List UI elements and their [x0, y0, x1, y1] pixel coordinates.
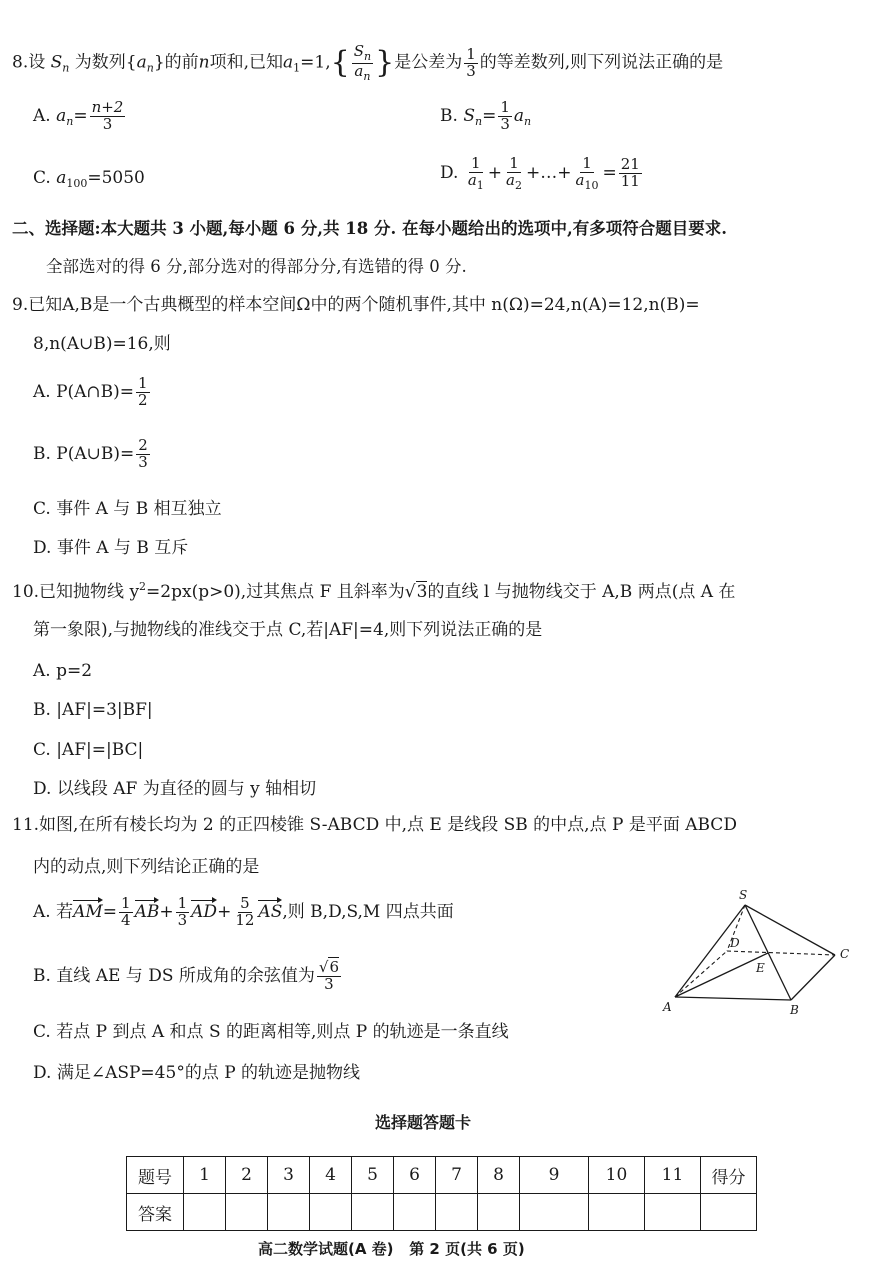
segment-ae [675, 953, 768, 997]
q9-stem-line1: 9.已知A,B是一个古典概型的样本空间Ω中的两个随机事件,其中 n(Ω)=24,n(A)=12,n(B)= [12, 295, 700, 315]
q9-option-c: C. 事件 A 与 B 相互独立 [33, 499, 222, 519]
question-number-cell: 1 [184, 1157, 226, 1194]
q11-option-b: B. 直线 AE 与 DS 所成角的余弦值为 $\frac{√6}{3}$ [33, 958, 339, 993]
q10-option-a: A. p=2 [33, 661, 93, 681]
q8-fraction-sn-an: $\frac{S_n}{a_n}$ [353, 42, 372, 83]
answer-cell[interactable] [478, 1194, 520, 1231]
edge-ad [675, 951, 727, 997]
q10-option-c: C. |AF|=|BC| [33, 740, 144, 760]
q10-option-d: D. 以线段 AF 为直径的圆与 y 轴相切 [33, 779, 317, 799]
question-number-cell: 8 [478, 1157, 520, 1194]
question-number-cell: 4 [310, 1157, 352, 1194]
label-a: A [663, 1000, 672, 1014]
label-b: B [790, 1003, 799, 1017]
q10-stem-line1: 10.已知抛物线 $y^2=2px(p>0)$,过其焦点 F 且斜率为√3的直线 l 与抛物线交于 A,B 两点(点 A 在 [12, 580, 736, 602]
answer-cell[interactable] [268, 1194, 310, 1231]
answer-cell[interactable] [184, 1194, 226, 1231]
q11-option-d: D. 满足∠ASP=45°的点 P 的轨迹是抛物线 [33, 1063, 361, 1083]
answer-cell[interactable] [520, 1194, 589, 1231]
answer-cell[interactable] [589, 1194, 645, 1231]
question-number-cell: 7 [436, 1157, 478, 1194]
label-d: D [730, 936, 740, 950]
edge-dc [727, 951, 835, 955]
pyramid-figure [655, 885, 855, 1020]
q10-option-b: B. |AF|=3|BF| [33, 700, 153, 720]
section2-instructions-line1: 二、选择题:本大题共 3 小题,每小题 6 分,共 18 分. 在每小题给出的选项中,有多项符合题目要求. [12, 219, 727, 238]
question-number-cell: 9 [520, 1157, 589, 1194]
label-e: E [756, 961, 765, 975]
q11-option-a: A. 若AM= $\frac{1}{4}$ AB+ $\frac{1}{3}$ AD+ $\frac{5}{12}$ AS,则 B,D,S,M 四点共面 [33, 894, 454, 929]
question-number-cell: 11 [645, 1157, 701, 1194]
score-label-cell: 得分 [701, 1157, 757, 1194]
q9-option-d: D. 事件 A 与 B 互斥 [33, 538, 189, 558]
question-number-cell: 10 [589, 1157, 645, 1194]
q8-option-c: C. $a_{100}=5050$ [33, 168, 145, 190]
score-cell[interactable] [701, 1194, 757, 1231]
edge-sc [745, 905, 835, 955]
answer-cell[interactable] [436, 1194, 478, 1231]
question-number-cell: 6 [394, 1157, 436, 1194]
edge-bc [791, 955, 835, 1000]
section2-instructions-line2: 全部选对的得 6 分,部分选对的得部分分,有选错的得 0 分. [46, 257, 467, 276]
edge-ab [675, 997, 791, 1000]
q8-option-d: D. $\frac{1}{a_1}$ + $\frac{1}{a_2}$ +…+ $\frac{1}{a_{10}}$ = $\frac{21}{11}$ [440, 154, 640, 192]
answer-cell[interactable] [310, 1194, 352, 1231]
header-label-cell: 题号 [127, 1157, 184, 1194]
q9-stem-line2: 8,n(A∪B)=16,则 [33, 334, 171, 354]
q10-stem-line2: 第一象限),与抛物线的准线交于点 C,若|AF|=4,则下列说法正确的是 [33, 620, 543, 640]
question-number-cell: 3 [268, 1157, 310, 1194]
edge-sb [745, 905, 791, 1000]
label-s: S [739, 888, 748, 902]
q8-stem: 8.设 $S_n$ 为数列$\{a_n\}$的前n项和,已知$a_1=1$,{ $\frac{S_n}{a_n}$ }是公差为 $\frac{1}{3}$ 的等差数列,则下列说法正确的是 [12, 42, 724, 83]
label-c: C [840, 947, 850, 961]
answer-cell[interactable] [394, 1194, 436, 1231]
answer-card-table [126, 1156, 757, 1231]
answer-card-answer-row [127, 1194, 757, 1231]
page-footer: 高二数学试题(A 卷) 第 2 页(共 6 页) [258, 1240, 525, 1258]
q9-option-b: B. P(A∪B)= $\frac{2}{3}$ [33, 436, 148, 471]
q11-option-c: C. 若点 P 到点 A 和点 S 的距离相等,则点 P 的轨迹是一条直线 [33, 1022, 509, 1042]
question-number-cell: 5 [352, 1157, 394, 1194]
question-number-cell: 2 [226, 1157, 268, 1194]
answer-card-header-row [127, 1157, 757, 1194]
q11-stem-line2: 内的动点,则下列结论正确的是 [33, 857, 260, 877]
answer-cell[interactable] [226, 1194, 268, 1231]
q8-option-a: A. $a_n=$ $\frac{n+2}{3}$ [33, 98, 124, 133]
answer-cell[interactable] [352, 1194, 394, 1231]
answer-cell[interactable] [645, 1194, 701, 1231]
q8-option-b: B. $S_n=$ $\frac{1}{3}$ $a_n$ [440, 98, 532, 133]
answer-card-title: 选择题答题卡 [375, 1113, 472, 1132]
q11-stem-line1: 11.如图,在所有棱长均为 2 的正四棱锥 S-ABCD 中,点 E 是线段 SB 的中点,点 P 是平面 ABCD [12, 815, 737, 835]
answer-label-cell: 答案 [127, 1194, 184, 1231]
q9-option-a: A. P(A∩B)= $\frac{1}{2}$ [33, 374, 148, 409]
